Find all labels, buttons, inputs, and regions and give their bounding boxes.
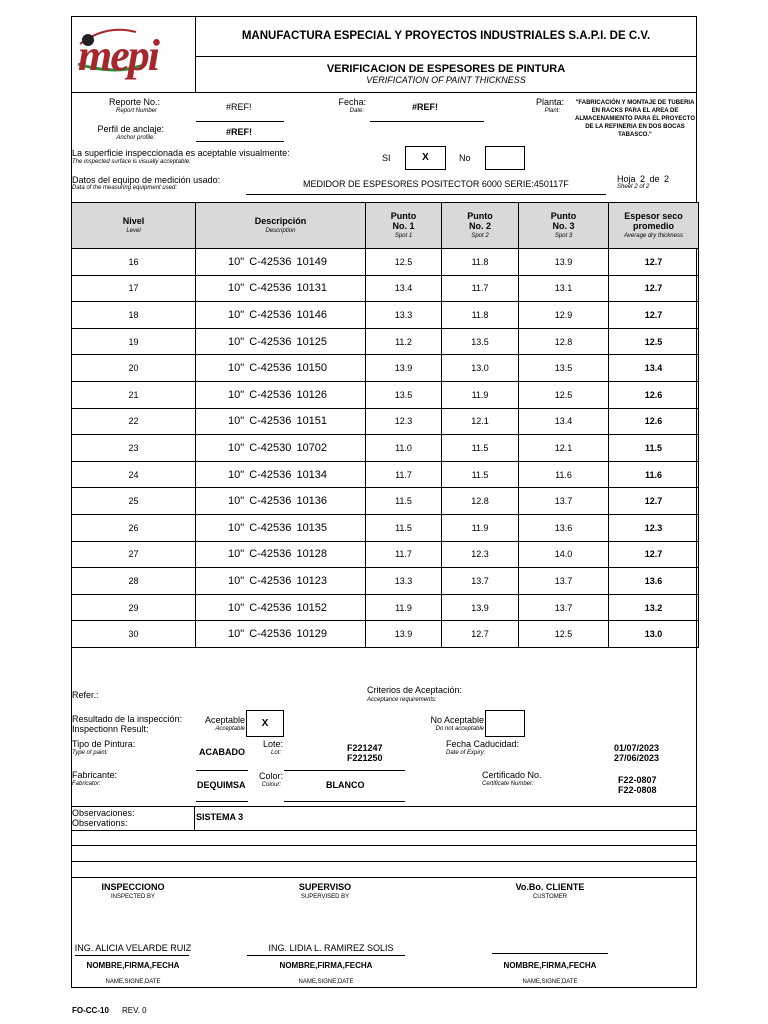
header-spot-3: Punto No. 3 Spot 3 xyxy=(519,203,609,249)
cell-level: 24 xyxy=(72,461,196,488)
form-code: FO-CC-10 xyxy=(72,1006,109,1015)
cell-spot-2: 12.1 xyxy=(442,408,519,435)
cell-spot-2: 11.9 xyxy=(442,381,519,408)
logo-text: mepi xyxy=(78,31,158,80)
cell-average: 13.0 xyxy=(609,621,699,648)
date-value: #REF! xyxy=(412,102,439,112)
cell-level: 30 xyxy=(72,621,196,648)
cell-spot-2: 11.8 xyxy=(442,249,519,276)
cell-average: 12.5 xyxy=(609,328,699,355)
cell-average: 12.7 xyxy=(609,302,699,329)
table-row xyxy=(72,541,699,568)
observations-label: Observaciones: xyxy=(72,808,135,818)
cell-spot-1: 13.9 xyxy=(366,621,442,648)
lot-value-2: F221250 xyxy=(347,753,383,763)
certificate-label: Certificado No. xyxy=(482,770,542,780)
observations-line-2 xyxy=(71,845,697,846)
anchor-label-en: Anchor profile: xyxy=(116,135,155,141)
table-row xyxy=(72,435,699,462)
observations-top xyxy=(71,806,697,807)
no-label: No xyxy=(459,153,471,163)
header-split xyxy=(195,56,697,57)
cell-spot-1: 13.3 xyxy=(366,302,442,329)
cell-average: 12.6 xyxy=(609,381,699,408)
cell-spot-3: 12.9 xyxy=(519,302,609,329)
cell-spot-2: 12.8 xyxy=(442,488,519,515)
cell-spot-3: 13.1 xyxy=(519,275,609,302)
cell-average: 11.6 xyxy=(609,461,699,488)
supervisor-name: ING. LIDIA L. RAMIREZ SOLIS xyxy=(268,943,394,953)
customer-title: Vo.Bo. CLIENTE xyxy=(515,882,585,892)
maker-label-en: Fabricator: xyxy=(72,781,101,787)
cell-spot-1: 11.7 xyxy=(366,461,442,488)
cell-level: 17 xyxy=(72,275,196,302)
cell-description: 10" C-42536 10128 xyxy=(196,541,366,568)
cell-description: 10" C-42536 10131 xyxy=(196,275,366,302)
form-title: VERIFICACION DE ESPESORES DE PINTURA xyxy=(326,63,566,75)
cell-spot-2: 13.9 xyxy=(442,594,519,621)
lot-value-1: F221247 xyxy=(347,743,383,753)
customer-caption: NOMBRE,FIRMA,FECHA xyxy=(503,961,597,970)
cell-spot-1: 11.7 xyxy=(366,541,442,568)
cell-description: 10" C-42536 10134 xyxy=(196,461,366,488)
cell-spot-1: 12.3 xyxy=(366,408,442,435)
equipment-label: Datos del equipo de medición usado: xyxy=(72,175,221,185)
table-row xyxy=(72,408,699,435)
table-row xyxy=(72,275,699,302)
certificate-label-en: Certificate Number: xyxy=(482,781,534,787)
table-row xyxy=(72,328,699,355)
observations-line-3 xyxy=(71,861,697,862)
cell-spot-3: 12.5 xyxy=(519,621,609,648)
cell-spot-1: 11.2 xyxy=(366,328,442,355)
cell-spot-3: 13.7 xyxy=(519,488,609,515)
plant-label-en: Plant: xyxy=(544,108,560,114)
supervisor-caption-en: NAME,SIGNE,DATE xyxy=(298,979,354,985)
cell-spot-2: 12.7 xyxy=(442,621,519,648)
cell-spot-2: 12.3 xyxy=(442,541,519,568)
cell-description: 10" C-42536 10146 xyxy=(196,302,366,329)
equipment-underline xyxy=(246,194,606,195)
result-label: Resultado de la inspección: xyxy=(72,714,183,724)
supervisor-signature-line xyxy=(247,955,405,956)
equipment-value: MEDIDOR DE ESPESORES POSITECTOR 6000 SERIE:450117F xyxy=(303,179,569,189)
table-row xyxy=(72,302,699,329)
table-row xyxy=(72,594,699,621)
acceptable-checkbox[interactable]: X xyxy=(246,710,284,737)
table-row xyxy=(72,461,699,488)
cell-description: 10" C-42536 10152 xyxy=(196,594,366,621)
table-row xyxy=(72,514,699,541)
cell-level: 25 xyxy=(72,488,196,515)
paint-type-underline xyxy=(196,770,248,771)
cell-spot-2: 11.5 xyxy=(442,461,519,488)
cell-average: 12.7 xyxy=(609,275,699,302)
cell-average: 12.7 xyxy=(609,488,699,515)
acceptable-label: Aceptable xyxy=(204,715,245,725)
cell-description: 10" C-42536 10125 xyxy=(196,328,366,355)
cell-spot-1: 11.0 xyxy=(366,435,442,462)
paint-type-value: ACABADO xyxy=(199,747,245,757)
cell-average: 12.6 xyxy=(609,408,699,435)
not-acceptable-label: No Aceptable xyxy=(430,715,484,725)
header-average: Espesor seco promedio Average dry thickness xyxy=(609,203,699,249)
report-underline xyxy=(196,121,284,122)
cell-level: 16 xyxy=(72,249,196,276)
table-row xyxy=(72,249,699,276)
visual-label: La superficie inspeccionada es aceptable visualmente: xyxy=(72,148,290,158)
not-acceptable-checkbox[interactable] xyxy=(485,710,525,737)
result-label-en: Inspectionn Result: xyxy=(72,724,149,734)
cell-level: 23 xyxy=(72,435,196,462)
cell-spot-2: 13.5 xyxy=(442,328,519,355)
lot-underline xyxy=(284,770,405,771)
sheet-label-en: Sheet 2 of 2 xyxy=(617,184,650,190)
table-row xyxy=(72,488,699,515)
cell-spot-3: 13.7 xyxy=(519,568,609,595)
sheet-label: Hoja 2 de 2 xyxy=(617,174,670,184)
expiry-label: Fecha Caducidad: xyxy=(446,739,520,749)
cell-level: 28 xyxy=(72,568,196,595)
inspector-title: INSPECCIONO xyxy=(101,882,165,892)
table-row xyxy=(72,621,699,648)
table-row xyxy=(72,568,699,595)
table-header-row xyxy=(72,203,699,249)
customer-title-en: CUSTOMER xyxy=(532,894,568,900)
header-spot-2: Punto No. 2 Spot 2 xyxy=(442,203,519,249)
cell-spot-1: 11.5 xyxy=(366,514,442,541)
observations-label-en: Observations: xyxy=(72,818,128,828)
paint-type-label-en: Type of paint: xyxy=(72,750,108,756)
lot-label: Lote: xyxy=(262,739,283,749)
signature-top xyxy=(71,877,697,878)
inspector-name: ING. ALICIA VELARDE RUIZ xyxy=(74,943,192,953)
date-label-en: Date: xyxy=(349,108,364,114)
inspector-signature-line xyxy=(75,955,189,956)
acceptable-label-en: Acceptable xyxy=(215,726,245,732)
cell-level: 26 xyxy=(72,514,196,541)
criteria-label-en: Acceptance requirements: xyxy=(367,697,437,703)
cell-description: 10" C-42536 10136 xyxy=(196,488,366,515)
cell-level: 29 xyxy=(72,594,196,621)
not-acceptable-label-en: Do not acceptable xyxy=(435,726,484,732)
date-underline xyxy=(370,121,484,122)
cell-spot-3: 12.1 xyxy=(519,435,609,462)
cell-spot-3: 12.8 xyxy=(519,328,609,355)
observations-value: SISTEMA 3 xyxy=(196,812,244,822)
expiry-value-1: 01/07/2023 xyxy=(614,743,660,753)
customer-caption-en: NAME,SIGNE,DATE xyxy=(522,979,578,985)
supervisor-title: SUPERVISO xyxy=(298,882,352,892)
report-label: Reporte No.: xyxy=(108,97,160,107)
maker-value: DEQUIMSA xyxy=(197,780,246,790)
cell-spot-1: 11.9 xyxy=(366,594,442,621)
cell-level: 18 xyxy=(72,302,196,329)
anchor-underline xyxy=(196,141,284,142)
anchor-label: Perfil de anclaje: xyxy=(97,124,164,134)
cell-spot-1: 13.4 xyxy=(366,275,442,302)
cell-spot-3: 13.5 xyxy=(519,355,609,382)
maker-underline xyxy=(196,801,248,802)
cell-spot-3: 14.0 xyxy=(519,541,609,568)
cell-description: 10" C-42536 10123 xyxy=(196,568,366,595)
supervisor-title-en: SUPERVISED BY xyxy=(300,894,350,900)
plant-value: "FABRICACIÓN Y MONTAJE DE TUBERIA EN RACKS PARA EL AREA DE ALMACENAMIENTO PARA EL PROYECTO DE LA REFINERIA EN DOS BOCAS TABASCO." xyxy=(574,100,695,138)
cell-spot-3: 13.6 xyxy=(519,514,609,541)
cell-level: 20 xyxy=(72,355,196,382)
cell-spot-1: 13.9 xyxy=(366,355,442,382)
visual-label-en: The inspected surface is visually acceptable: xyxy=(72,159,191,165)
si-checkbox[interactable]: X xyxy=(405,146,446,170)
inspector-title-en: INSPECTED BY xyxy=(110,894,155,900)
thickness-table xyxy=(71,202,699,648)
table-row xyxy=(72,381,699,408)
cell-spot-3: 11.6 xyxy=(519,461,609,488)
cell-description: 10" C-42536 10149 xyxy=(196,249,366,276)
cell-average: 13.2 xyxy=(609,594,699,621)
supervisor-caption: NOMBRE,FIRMA,FECHA xyxy=(279,961,373,970)
cell-level: 21 xyxy=(72,381,196,408)
cell-spot-3: 13.9 xyxy=(519,249,609,276)
observations-divider xyxy=(194,806,195,830)
cell-description: 10" C-42536 10151 xyxy=(196,408,366,435)
customer-signature-line xyxy=(492,953,608,954)
equipment-label-en: Data of the measuring equipment used: xyxy=(72,185,178,191)
expiry-label-en: Date of Expiry: xyxy=(446,750,486,756)
cell-average: 12.7 xyxy=(609,249,699,276)
cell-description: 10" C-42536 10126 xyxy=(196,381,366,408)
si-label: SI xyxy=(382,153,391,163)
certificate-value-2: F22-0808 xyxy=(618,785,657,795)
criteria-label: Criterios de Aceptación: xyxy=(367,685,463,695)
cell-average: 12.3 xyxy=(609,514,699,541)
form-subtitle: VERIFICATION OF PAINT THICKNESS xyxy=(366,75,526,85)
paint-type-label: Tipo de Pintura: xyxy=(72,739,136,749)
company-name: MANUFACTURA ESPECIAL Y PROYECTOS INDUSTRIALES S.A.P.I. DE C.V. xyxy=(241,30,651,42)
cell-average: 12.7 xyxy=(609,541,699,568)
cell-spot-1: 13.3 xyxy=(366,568,442,595)
cell-spot-1: 13.5 xyxy=(366,381,442,408)
cell-level: 27 xyxy=(72,541,196,568)
cell-description: 10" C-42536 10135 xyxy=(196,514,366,541)
form-revision: REV. 0 xyxy=(122,1006,147,1015)
header-level: Nivel Level xyxy=(72,203,196,249)
cell-spot-2: 13.7 xyxy=(442,568,519,595)
cell-description: 10" C-42530 10702 xyxy=(196,435,366,462)
color-underline xyxy=(284,801,405,802)
refer-label: Refer.: xyxy=(72,690,99,700)
cell-spot-3: 12.5 xyxy=(519,381,609,408)
color-label: Color: xyxy=(258,771,283,781)
cell-description: 10" C-42536 10129 xyxy=(196,621,366,648)
cell-spot-1: 11.5 xyxy=(366,488,442,515)
inspector-caption: NOMBRE,FIRMA,FECHA xyxy=(86,961,180,970)
cell-spot-3: 13.7 xyxy=(519,594,609,621)
plant-label: Planta: xyxy=(535,97,564,107)
cell-spot-2: 13.0 xyxy=(442,355,519,382)
cell-level: 19 xyxy=(72,328,196,355)
table-row xyxy=(72,355,699,382)
header-description: Descripción Description xyxy=(196,203,366,249)
cell-average: 13.6 xyxy=(609,568,699,595)
cell-average: 11.5 xyxy=(609,435,699,462)
maker-label: Fabricante: xyxy=(72,770,118,780)
date-label: Fecha: xyxy=(338,97,366,107)
cell-description: 10" C-42536 10150 xyxy=(196,355,366,382)
cell-spot-3: 13.4 xyxy=(519,408,609,435)
cell-level: 22 xyxy=(72,408,196,435)
no-checkbox[interactable] xyxy=(485,146,525,170)
color-value: BLANCO xyxy=(326,780,365,790)
cell-average: 13.4 xyxy=(609,355,699,382)
certificate-value-1: F22-0807 xyxy=(618,775,657,785)
report-value: #REF! xyxy=(226,102,252,112)
header-bottom xyxy=(71,92,697,93)
report-label-en: Report Number xyxy=(115,108,157,114)
cell-spot-2: 11.5 xyxy=(442,435,519,462)
cell-spot-2: 11.8 xyxy=(442,302,519,329)
cell-spot-1: 12.5 xyxy=(366,249,442,276)
expiry-value-2: 27/06/2023 xyxy=(614,753,660,763)
cell-spot-2: 11.7 xyxy=(442,275,519,302)
anchor-value: #REF! xyxy=(226,127,253,137)
inspector-caption-en: NAME,SIGNE,DATE xyxy=(105,979,161,985)
lot-label-en: Lot: xyxy=(270,750,281,756)
cell-spot-2: 11.9 xyxy=(442,514,519,541)
color-label-en: Colour: xyxy=(261,782,281,788)
header-spot-1: Punto No. 1 Spot 1 xyxy=(366,203,442,249)
observations-line-1 xyxy=(71,830,697,831)
